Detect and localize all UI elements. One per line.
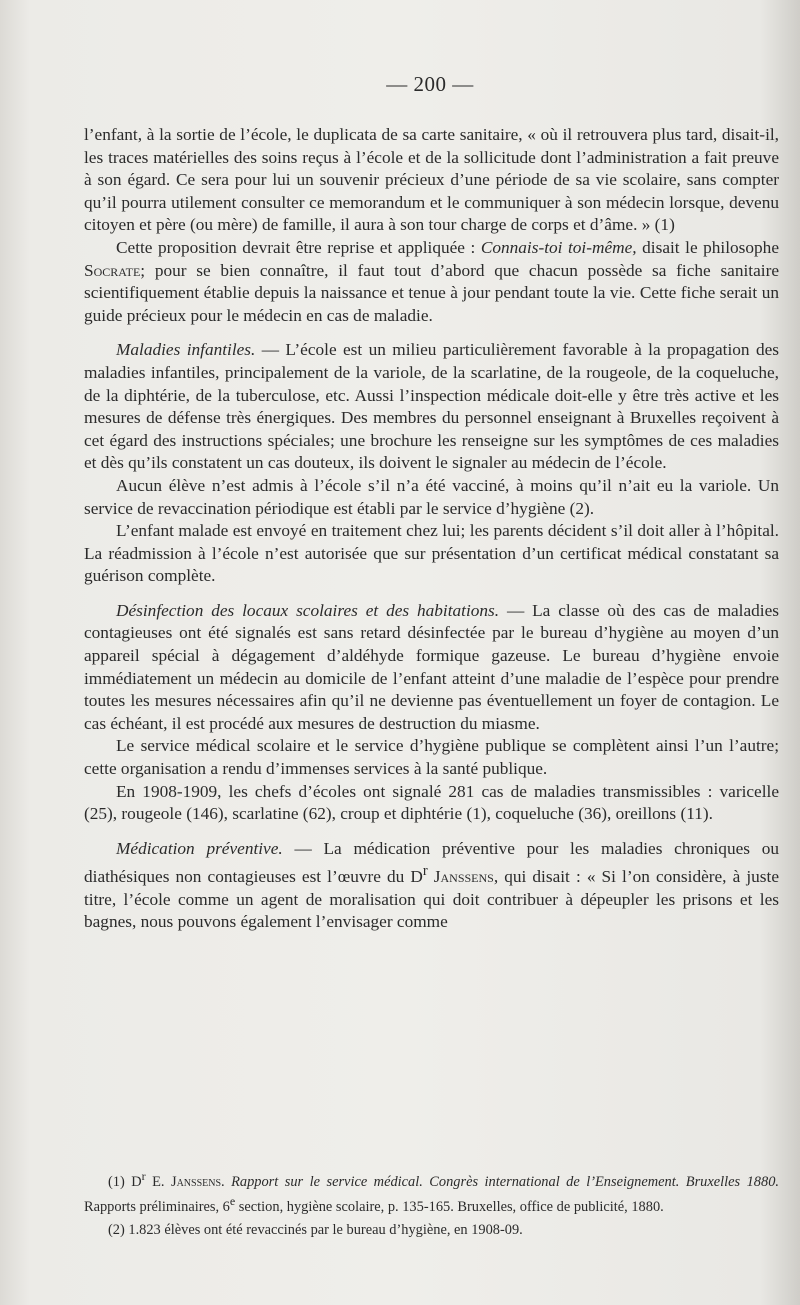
- footnote-2: (2) 1.823 élèves ont été revaccinés par le bureau d’hygiène, en 1908-09.: [108, 1221, 523, 1238]
- p6-text: — La classe où des cas de maladies contagieuses ont été signalés est sans retard désinfectée par le bureau d’hygiène au moyen d’un appareil spécial à dégagement d’aldéhyde formique gazeuse. Le bureau d’hygiène envoie immédiatement un médecin au domicile de l’enfant atteint d’une maladie de l’espèce pour prendre toutes les mesures nécessaires afin qu’il ne devienne pas éventuellement un foyer de contagion. Le cas échéant, il est procédé aux mesures de destruction du miasme.: [84, 600, 779, 733]
- f1-title: Rapport sur le service médical. Congrès international de l’Enseignement. Bruxelles 1880.: [231, 1173, 779, 1190]
- paragraph-2: [84, 237, 779, 327]
- p2-text-a: Cette proposition devrait être reprise et appliquée :: [116, 237, 481, 257]
- paragraph-1: l’enfant, à la sortie de l’école, le duplicata de sa carte sanitaire, « où il retrouvera plus tard, disait-il, les traces matérielles des soins reçus à l’école et de la sollicitude dont l’administration a fait preuve à son égard. Ce sera pour lui un souvenir précieux d’une période de sa vie scolaire, sans compter qu’il pourra utilement consulter ce memorandum et le communiquer à son médecin lorsque, devenu citoyen et père (ou mère) de famille, il aura à son tour charge de corps et d’âme. » (1): [84, 125, 779, 235]
- f1-text-g: section, hygiène scolaire, p. 135-165. Bruxelles, office de publicité, 1880.: [235, 1198, 664, 1215]
- paragraph-5: L’enfant malade est envoyé en traitement chez lui; les parents décident s’il doit aller à l’hôpital. La réadmission à l’école n’est autorisée que sur présentation d’un certificat médical constatant sa guérison complète.: [84, 521, 779, 586]
- f1-text-f: Rapports préliminaires, 6: [84, 1198, 230, 1215]
- f1-sup2: e: [229, 1193, 236, 1208]
- f1-text-b: E.: [145, 1173, 171, 1190]
- paragraph-9: [84, 838, 779, 934]
- p2-text-e: ; pour se bien connaître, il faut tout d’abord que chacun possède sa fiche sanitaire scientifiquement établie depuis la naissance et tenue à jour pendant toute la vie. Cette fiche serait un guide précieux pour le médecin en cas de maladie.: [84, 260, 779, 325]
- page-number: — 200 —: [386, 72, 474, 96]
- p9-janssens: Janssens: [433, 867, 494, 887]
- paragraph-7: Le service médical scolaire et le service d’hygiène publique se complètent ainsi l’un l’autre; cette organisation a rendu d’immenses services à la santé publique.: [84, 736, 779, 779]
- p9-text-d: , qui disait : « Si l’on considère, à juste titre, l’école comme un agent de moralisation qui doit contribuer à dépeupler les prisons et les bagnes, nous pouvons également l’envisager comme: [84, 867, 779, 932]
- paragraph-3: [84, 339, 779, 475]
- paragraph-8: En 1908-1909, les chefs d’écoles ont signalé 281 cas de maladies transmissibles : varicelle (25), rougeole (146), scarlatine (62), croup et diphtérie (1), coqueluche (36), oreillons (11).: [84, 781, 779, 824]
- p9-sup: r: [422, 863, 428, 880]
- p2-socrate: Socrate: [84, 260, 141, 280]
- f1-sup: r: [141, 1169, 146, 1183]
- p2-text-c: disait le philosophe: [636, 237, 779, 257]
- section-heading-medication: Médication préventive.: [116, 838, 283, 858]
- section-heading-desinfection: Désinfection des locaux scolaires et des habitations.: [116, 600, 500, 620]
- f1-text-d: .: [221, 1173, 232, 1190]
- p3-text: — L’école est un milieu particulièrement favorable à la propagation des maladies infantiles, principalement de la variole, de la scarlatine, de la rougeole, de la coqueluche, de la diphtérie, de la tuberculose, etc. Aussi l’inspection médicale doit-elle y être très active et les mesures de défense très énergiques. Des membres du personnel enseignant à Bruxelles reçoivent à cet égard des instructions spéciales; une brochure les renseigne sur les symptômes de ces maladies et dès qu’ils constatent un cas douteux, ils doivent le signaler au médecin de l’école.: [84, 340, 779, 473]
- paragraph-6: [84, 600, 779, 736]
- p9-text-a: — La médication préventive pour les maladies chroniques ou diathésiques non contagieuses est l’œuvre du D: [84, 838, 780, 887]
- f1-text-a: (1) D: [108, 1173, 142, 1190]
- body-text: [84, 124, 779, 934]
- section-heading-maladies: Maladies infantiles.: [116, 340, 256, 360]
- footnote-1: [84, 1167, 779, 1217]
- footnotes: [84, 1167, 779, 1244]
- f1-janssens: Janssens: [170, 1173, 222, 1190]
- p2-quote: Connais-toi toi-même,: [480, 237, 637, 257]
- paragraph-4: Aucun élève n’est admis à l’école s’il n’a été vacciné, à moins qu’il n’ait eu la variole. Un service de revaccination périodique est établi par le service d’hygiène (2).: [84, 475, 779, 518]
